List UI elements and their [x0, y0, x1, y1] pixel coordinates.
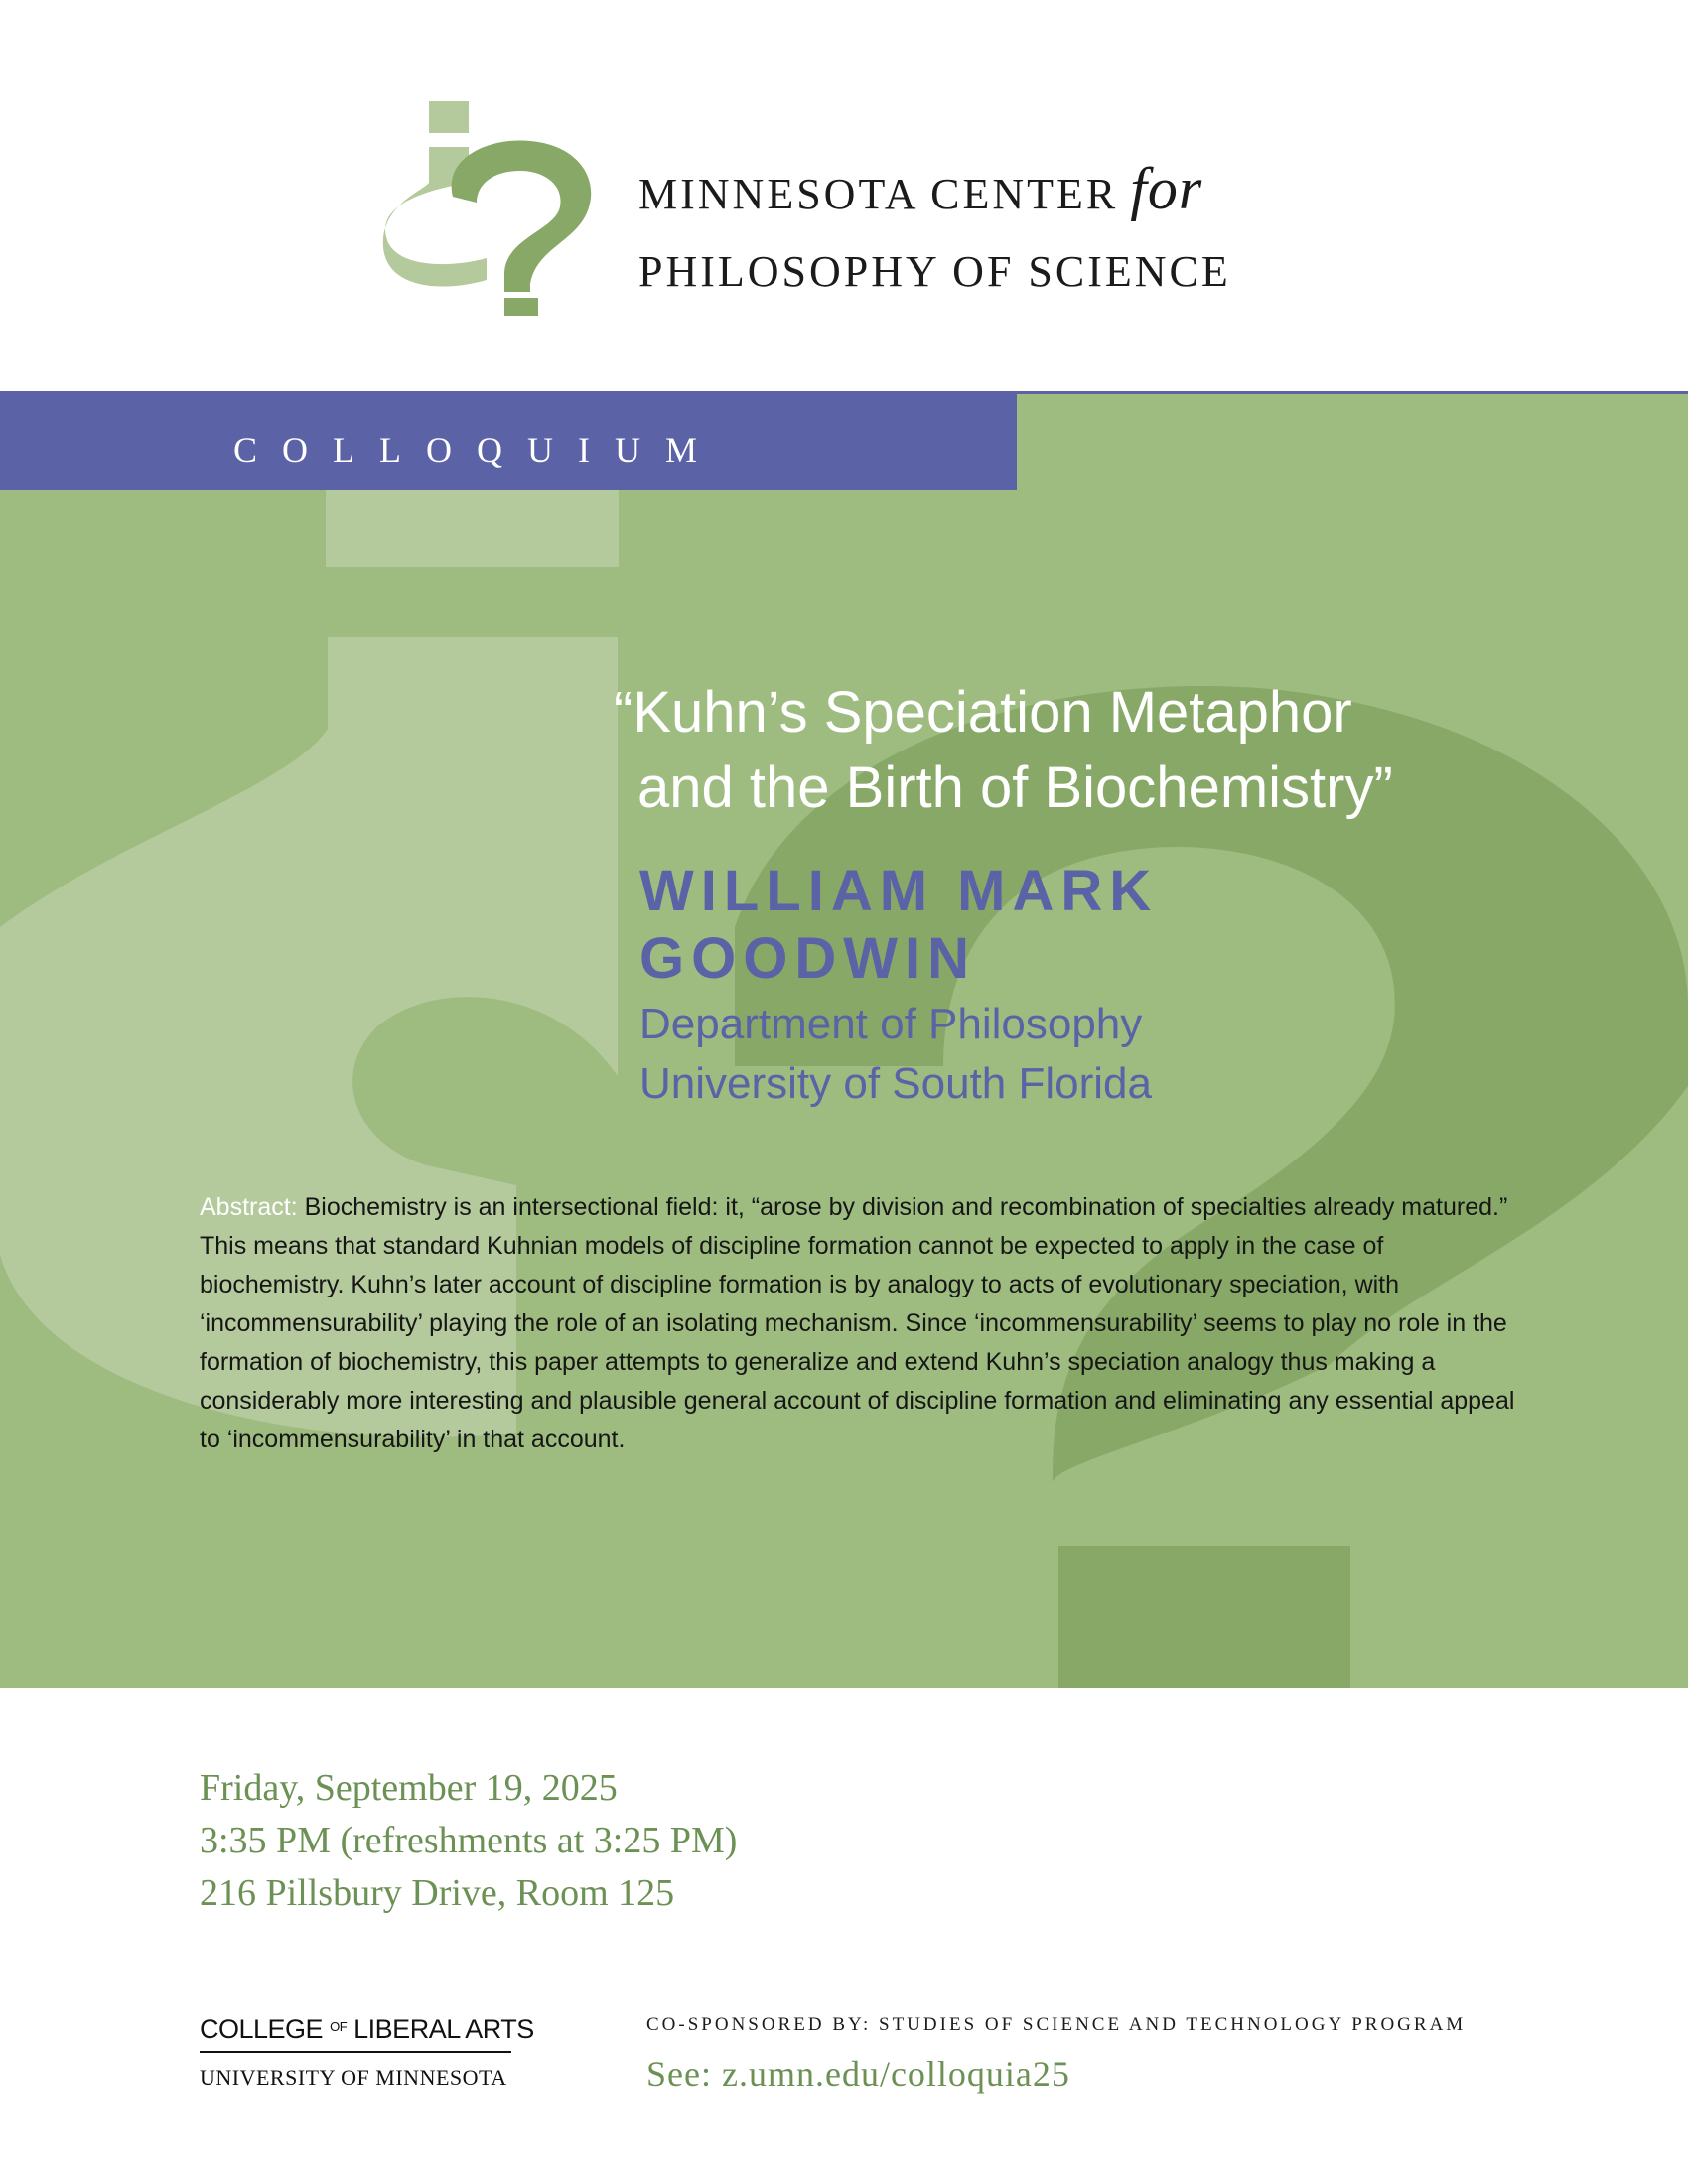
college-logo-rule	[200, 2051, 511, 2053]
affiliation-department: Department of Philosophy	[639, 1000, 1143, 1048]
colloquium-label: COLLOQUIUM	[233, 430, 722, 470]
speaker-name	[639, 858, 1158, 993]
college-name-part2: LIBERAL ARTS	[353, 2014, 534, 2044]
website-link[interactable]: See: z.umn.edu/colloquia25	[646, 2054, 1070, 2094]
org-name	[638, 156, 1231, 296]
event-date: Friday, September 19, 2025	[200, 1767, 618, 1809]
talk-title-line1: “Kuhn’s Speciation Metaphor	[614, 680, 1352, 745]
speaker-affiliation	[639, 995, 1152, 1114]
org-name-line2: PHILOSOPHY OF SCIENCE	[638, 247, 1231, 296]
question-marks-logo-icon	[381, 99, 610, 318]
abstract	[200, 1188, 1530, 1459]
university-name: UNIVERSITY OF MINNESOTA	[200, 2065, 507, 2090]
cosponsor-text: CO-SPONSORED BY: STUDIES OF SCIENCE AND TECHNOLOGY PROGRAM	[646, 2014, 1467, 2035]
talk-title-line2: and the Birth of Biochemistry”	[637, 755, 1393, 820]
talk-title	[614, 675, 1607, 826]
abstract-label: Abstract:	[200, 1193, 298, 1221]
event-details	[200, 1762, 737, 1920]
college-name-part1: COLLEGE	[200, 2014, 324, 2044]
speaker-name-line2: GOODWIN	[639, 926, 976, 991]
abstract-text: Biochemistry is an intersectional field: it, “arose by division and recombination of specialties already matured.” This means that standard Kuhnian models of discipline formation cannot be expected to apply in the case of biochemistry. Kuhn’s later account of discipline formation is by analogy to acts of evolutionary speciation, with ‘incommensurability’ playing the role of an isolating mechanism. Since ‘incommensurability’ seems to play no role in the formation of biochemistry, this paper attempts to generalize and extend Kuhn’s speciation analogy thus making a considerably more interesting and plausible general account of discipline formation and eliminating any essential appeal to ‘incommensurability’ in that account.	[200, 1193, 1515, 1453]
org-name-for: for	[1130, 156, 1203, 221]
org-name-line1: MINNESOTA CENTER	[638, 170, 1119, 218]
college-logo	[200, 2011, 534, 2091]
speaker-name-line1: WILLIAM MARK	[639, 859, 1159, 923]
event-location: 216 Pillsbury Drive, Room 125	[200, 1872, 675, 1914]
affiliation-university: University of South Florida	[639, 1059, 1152, 1108]
event-time: 3:35 PM (refreshments at 3:25 PM)	[200, 1820, 738, 1861]
college-name-of: OF	[330, 2019, 348, 2034]
